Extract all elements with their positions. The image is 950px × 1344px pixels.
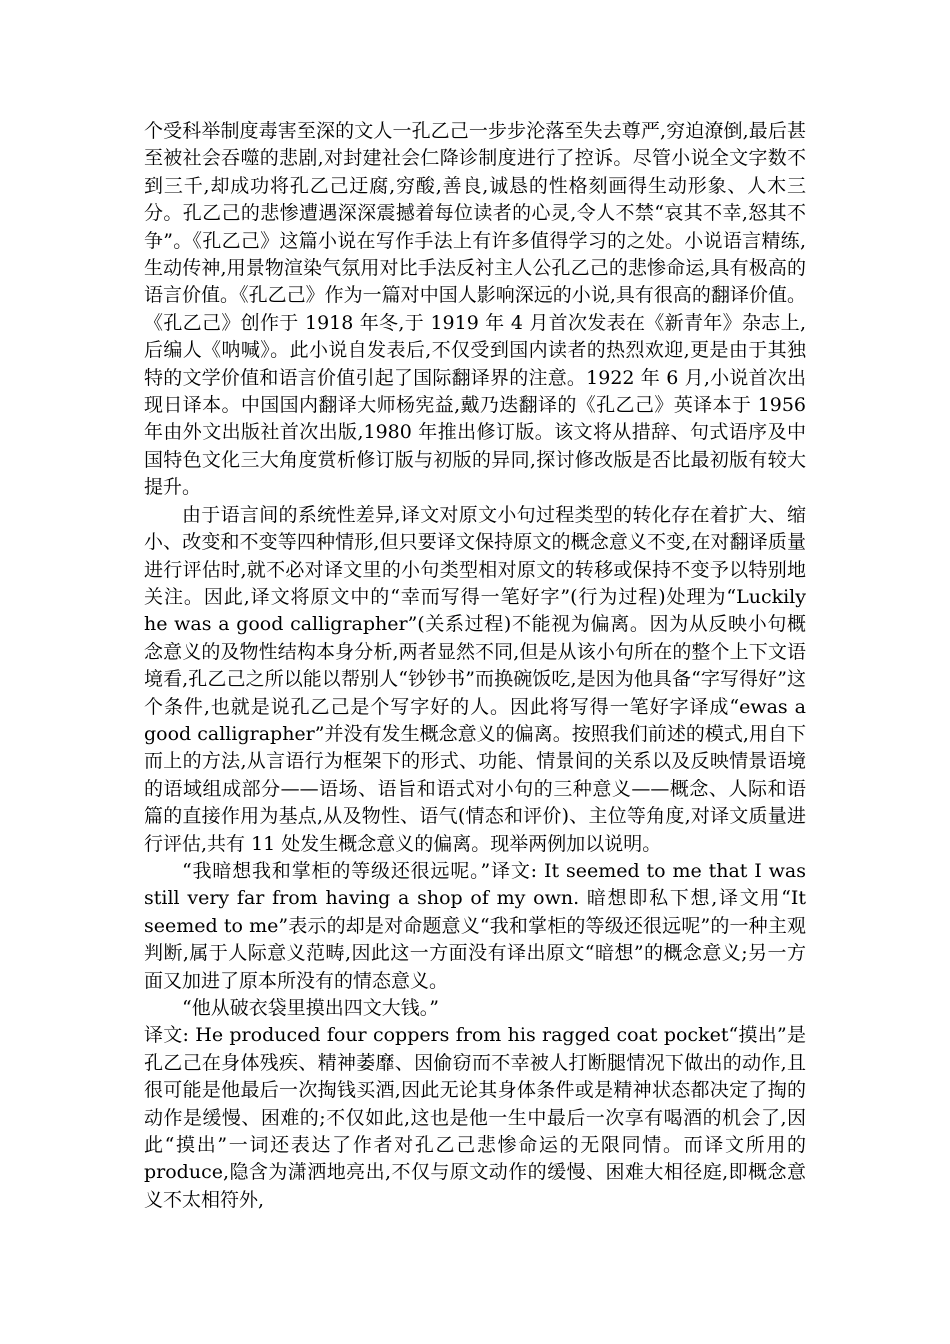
- paragraph-translation-analysis: 由于语言间的系统性差异,译文对原文小句过程类型的转化存在着扩大、缩小、改变和不变等四种情形,但只要译文保持原文的概念意义不变,在对翻译质量进行评估时,就不必对译文里的小句类型相对原文的转移或保持不变予以特别地关注。因此,译文将原文中的“幸而写得一笔好字”(行为过程)处理为“Luckily he was a good calligrapher”(关系过程)不能视为偏离。因为从反映小句概念意义的及物性结构本身分析,两者显然不同,但是从该小句所在的整个上下文语境看,孔乙己之所以能以帮别人“钞钞书”而换碗饭吃,是因为他具备“字写得好”这个条件,也就是说孔乙己是个写字好的人。因此将写得一笔好字译成“ewas a good calligrapher”并没有发生概念意义的偏离。按照我们前述的模式,用自下而上的方法,从言语行为框架下的形式、功能、情景间的关系以及反映情景语境的语域组成部分——语场、语旨和语式对小句的三种意义——概念、人际和语篇的直接作用为基点,从及物性、语气(情态和评价)、主位等角度,对译文质量进行评估,共有 11 处发生概念意义的偏离。现举两例加以说明。: [144, 503, 806, 855]
- paragraph-example-one: “我暗想我和掌柜的等级还很远呢。”译文: It seemed to me that I was still very far from having a shop of my own. 暗想即私下想,译文用“It seemed to me”表示的却是对命题意义“我和掌柜的等级还很远呢”的一种主观判断,属于人际意义范畴,因此这一方面没有译出原文“暗想”的概念意义;另一方面又加进了原本所没有的情态意义。: [144, 859, 806, 992]
- paragraph-intro: 个受科举制度毒害至深的文人一孔乙己一步步沦落至失去尊严,穷迫潦倒,最后甚至被社会吞噬的悲剧,对封建社会仁降诊制度进行了控诉。尽管小说全文字数不到三千,却成功将孔乙己迂腐,穷酸,善良,诚恳的性格刻画得生动形象、人木三分。孔乙己的悲惨遭遇深深震撼着每位读者的心灵,令人不禁“哀其不幸,怒其不争”。《孔乙己》这篇小说在写作手法上有许多值得学习的之处。小说语言精练,生动传神,用景物渲染气氛用对比手法反衬主人公孔乙己的悲惨命运,具有极高的语言价值。《孔乙己》作为一篇对中国人影响深远的小说,具有很高的翻译价值。《孔乙己》创作于 1918 年冬,于 1919 年 4 月首次发表在《新青年》杂志上,后编人《呐喊》。此小说自发表后,不仅受到国内读者的热烈欢迎,更是由于其独特的文学价值和语言价值引起了国际翻译界的注意。1922 年 6 月,小说首次出现日译本。中国国内翻译大师杨宪益,戴乃迭翻译的《孔乙己》英译本于 1956 年由外文出版社首次出版,1980 年推出修订版。该文将从措辞、句式语序及中国特色文化三大角度赏析修订版与初版的异同,探讨修改版是否比最初版有较大提升。: [144, 120, 806, 499]
- paragraph-example-two-quote: “他从破衣袋里摸出四文大钱。”: [182, 997, 439, 1019]
- paragraph-example-two-analysis: 译文: He produced four coppers from his ragged coat pocket“摸出”是孔乙己在身体残疾、精神萎靡、因偷窃而不幸被人打断腿情况下做出的动作,且很可能是他最后一次掏钱买酒,因此无论其身体条件或是精神状态都决定了掏的动作是缓慢、困难的;不仅如此,这也是他一生中最后一次享有喝酒的机会了,因此“摸出”一词还表达了作者对孔乙己悲惨命运的无限同情。而译文所用的 produce,隐含为潇洒地亮出,不仅与原文动作的缓慢、困难大相径庭,即概念意义不太相符外,: [144, 1024, 806, 1211]
- document-page: [144, 118, 806, 1214]
